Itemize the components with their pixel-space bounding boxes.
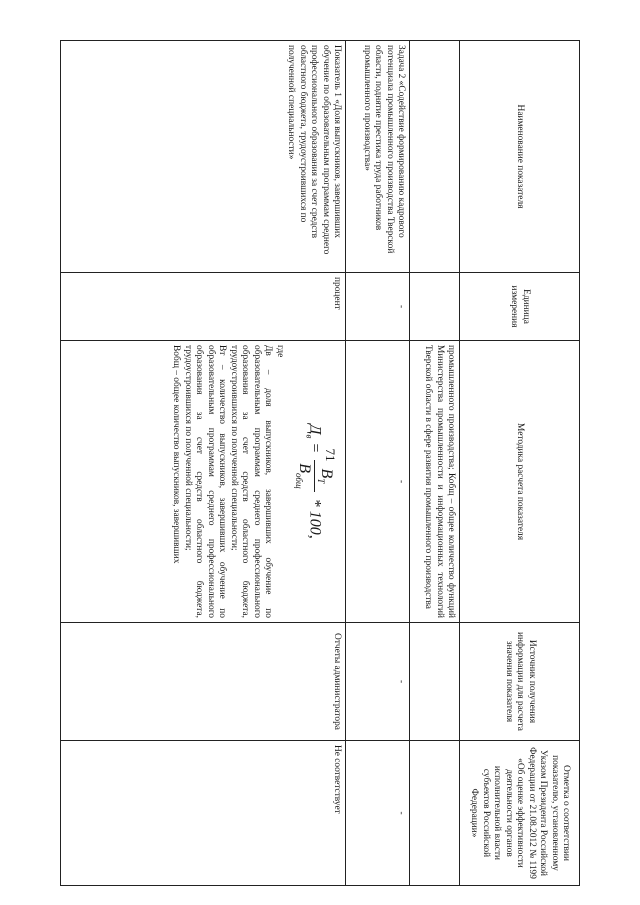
cell-empty — [410, 623, 460, 741]
cell-indicator-source: Отчеты администратора — [61, 623, 346, 741]
formula-denominator: $В_{общ}$ — [293, 463, 313, 489]
header-unit: Единица измерения — [460, 273, 580, 341]
cell-indicator-method — [61, 341, 346, 623]
cell-task-source: - — [346, 623, 410, 741]
header-source: Источник получения информации для расчета значения показателя — [460, 623, 580, 741]
cell-indicator-name: Показатель 1 «Доля выпускников, завершивших обучение по образовательным программам среднего профессионального образования за счет средств областного бюджета, трудоустроившихся по полученной специальности» — [61, 41, 346, 273]
cell-empty — [410, 41, 460, 273]
rotated-table-page — [60, 40, 580, 885]
formula-def-vobsh: Вобщ – общее количество выпускников, завершивших — [171, 345, 182, 564]
cell-method-continuation: промышленного производства; Кобщ – общее количество функций Министерства промышленности и информационных технологий Тверской области в сфере развития промышленного производства — [410, 341, 460, 623]
table-row-continuation — [410, 41, 460, 886]
cell-empty — [410, 273, 460, 341]
header-name: Наименование показателя — [460, 41, 580, 273]
cell-task-method: - — [346, 341, 410, 623]
formula-tail: * 100, — [306, 498, 324, 539]
formula-lhs: Д — [306, 424, 324, 435]
table-header-row — [460, 41, 580, 886]
cell-indicator-unit: процент — [61, 273, 346, 341]
cell-task-name: Задача 2 «Содействие формированию кадрового потенциала промышленного производства Тверской области, поднятие престижа труда работников промышленного производства» — [346, 41, 410, 273]
formula-lhs-sub: в — [304, 434, 315, 439]
header-method: Методика расчета показателя — [460, 341, 580, 623]
formula-def-dv: Дв – доля выпускников, завершивших обучение по образовательным программам среднего профессионального образования за счет средств областного бюджета, трудоустроившихся по полученной специальности; — [228, 345, 274, 618]
page-number: 71 — [323, 448, 338, 462]
formula-fraction — [293, 460, 336, 491]
header-mark: Отметка о соответствии показателю, установленному Указом Президента Российской Федерации от 21.08.2012 № 1199 «Об оценке эффективности деятельности органов исполнительной власти субъектов Российской Федерации» — [460, 741, 580, 886]
formula: $Д_в$ = $В_Т$ $В_{общ}$ * 100, — [293, 424, 335, 539]
cell-indicator-mark: Не соответствует — [61, 741, 346, 886]
formula-def-vt: Вт – количество выпускников, завершивших обучение по образовательным программам среднего профессионального образования за счет средств областного бюджета, трудоустроившихся по полученной специальности; — [182, 345, 228, 618]
formula-where: где — [274, 345, 285, 358]
cell-task-unit: - — [346, 273, 410, 341]
table-row-indicator — [61, 41, 346, 886]
cell-task-mark: - — [346, 741, 410, 886]
cell-empty — [410, 741, 460, 886]
table-row-task — [346, 41, 410, 886]
formula-numerator: $В_Т$ — [314, 460, 336, 491]
indicators-table — [60, 40, 580, 886]
